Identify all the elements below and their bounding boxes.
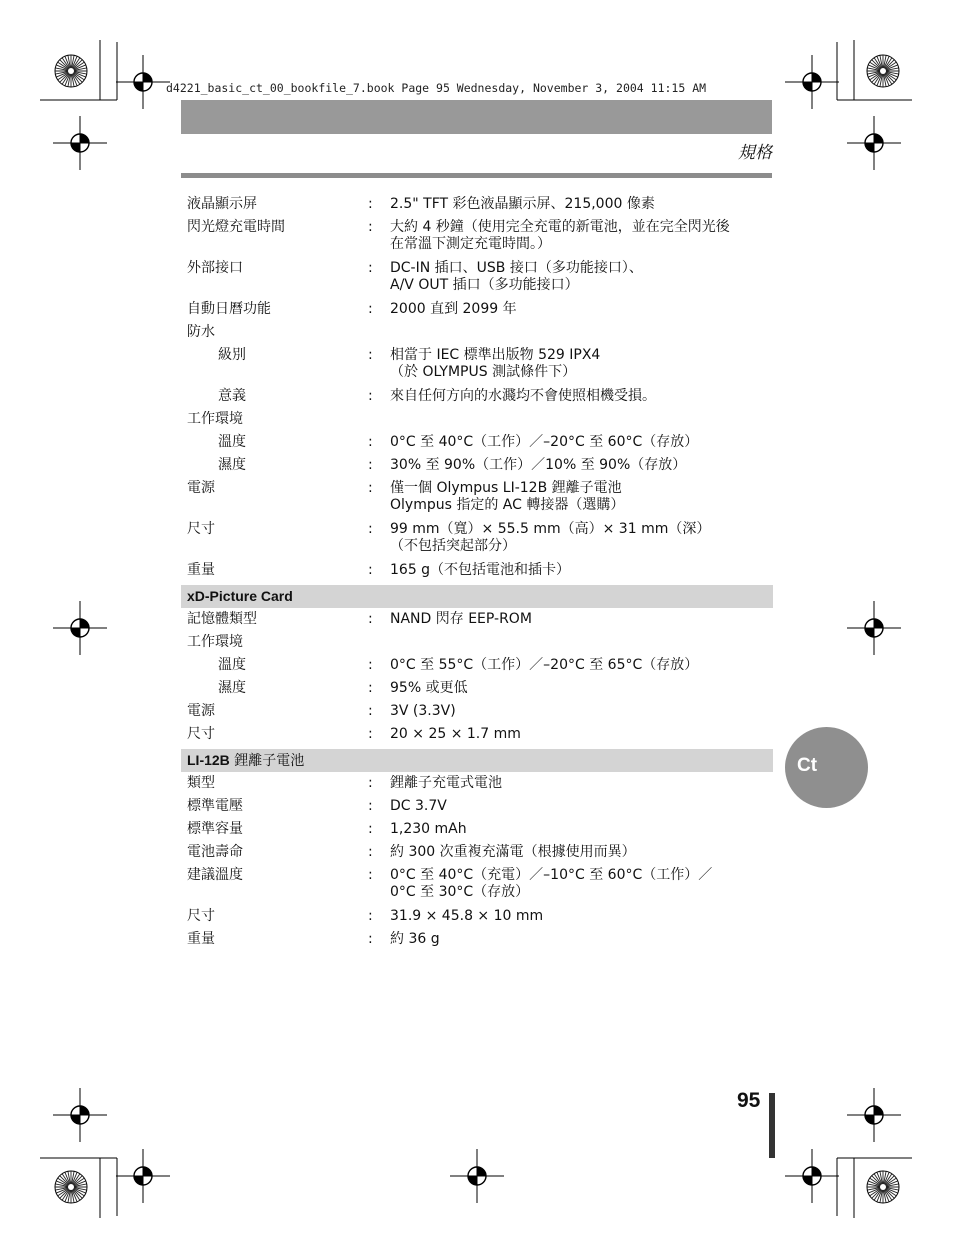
- page-number-bar: [769, 1093, 775, 1158]
- spec-value: [390, 657, 773, 674]
- file-info-header: d4221_basic_ct_00_bookfile_7.book Page 95 Wednesday, November 3, 2004 11:15 AM: [166, 81, 707, 95]
- spec-value-line: 僅一個 Olympus LI-12B 鋰離子電池: [390, 480, 622, 496]
- spec-label: 防水: [187, 324, 215, 340]
- spec-value-line: 20 × 25 × 1.7 mm: [390, 726, 521, 742]
- spec-row: [181, 219, 773, 253]
- spec-row: [181, 931, 773, 948]
- spec-label: 類型: [187, 775, 215, 791]
- spec-row: [181, 521, 773, 555]
- spec-value-line: 約 300 次重複充滿電（根據使用而異）: [390, 844, 636, 860]
- spec-separator: :: [368, 775, 373, 791]
- spec-separator: :: [368, 480, 373, 496]
- spec-label: 電源: [187, 480, 215, 496]
- spec-value-line: （不包括突起部分）: [390, 538, 516, 554]
- page-number: 95: [737, 1089, 761, 1112]
- spec-value: [390, 867, 773, 901]
- spec-row: [181, 196, 773, 213]
- spec-row: [181, 634, 773, 651]
- spec-label: 自動日曆功能: [187, 301, 271, 317]
- battery-section-title: 鋰離子電池: [229, 753, 305, 769]
- spec-value: [390, 611, 773, 628]
- specifications-table: [181, 196, 773, 954]
- spec-row: [181, 562, 773, 579]
- spec-value-line: 0°C 至 40°C（充電）／–10°C 至 60°C（工作）／: [390, 867, 713, 883]
- spec-value: [390, 634, 773, 651]
- spec-value-line: 95% 或更低: [390, 680, 468, 696]
- spec-value-line: 大約 4 秒鐘（使用完全充電的新電池，並在完全閃光後: [390, 219, 730, 235]
- battery-section-header: [181, 749, 773, 772]
- spec-value-line: 1,230 mAh: [390, 821, 467, 837]
- spec-value-line: DC 3.7V: [390, 798, 447, 814]
- spec-row: [181, 703, 773, 720]
- spec-value: [390, 260, 773, 294]
- spec-separator: :: [368, 219, 373, 235]
- spec-separator: :: [368, 657, 373, 673]
- spec-label: 重量: [187, 562, 215, 578]
- spec-separator: :: [368, 562, 373, 578]
- language-tab-label: Ct: [797, 755, 818, 776]
- spec-label: 標準容量: [187, 821, 243, 837]
- spec-label: 級別: [218, 347, 246, 363]
- spec-value-line: 來自任何方向的水濺均不會使照相機受損。: [390, 388, 656, 404]
- spec-value: [390, 347, 773, 381]
- spec-label: 溫度: [218, 657, 246, 673]
- spec-value: [390, 411, 773, 428]
- spec-separator: :: [368, 521, 373, 537]
- spec-row: [181, 411, 773, 428]
- spec-value: [390, 324, 773, 341]
- spec-value-line: （於 OLYMPUS 測試條件下）: [390, 364, 577, 380]
- spec-label: 尺寸: [187, 521, 215, 537]
- camera-spec-rows: [181, 196, 773, 579]
- spec-value-line: 165 g（不包括電池和插卡）: [390, 562, 571, 578]
- spec-label: 溫度: [218, 434, 246, 450]
- spec-label: 意義: [218, 388, 246, 404]
- spec-value-line: 99 mm（寬）× 55.5 mm（高）× 31 mm（深）: [390, 521, 711, 537]
- header-rule: [181, 173, 772, 178]
- spec-row: [181, 657, 773, 674]
- xd-card-spec-rows: [181, 611, 773, 743]
- spec-value-line: 2000 直到 2099 年: [390, 301, 517, 317]
- spec-value: [390, 844, 773, 861]
- page-section-title: 規格: [738, 143, 772, 163]
- spec-row: [181, 457, 773, 474]
- spec-separator: :: [368, 457, 373, 473]
- spec-label: 電源: [187, 703, 215, 719]
- spec-value-line: A/V OUT 插口（多功能接口）: [390, 277, 579, 293]
- spec-label: 尺寸: [187, 908, 215, 924]
- spec-separator: :: [368, 611, 373, 627]
- spec-label: 重量: [187, 931, 215, 947]
- spec-separator: :: [368, 867, 373, 883]
- spec-value: [390, 798, 773, 815]
- spec-separator: :: [368, 844, 373, 860]
- spec-value-line: DC-IN 插口、USB 接口（多功能接口）、: [390, 260, 643, 276]
- spec-row: [181, 347, 773, 381]
- spec-value-line: 3V (3.3V): [390, 703, 456, 719]
- spec-separator: :: [368, 347, 373, 363]
- spec-separator: :: [368, 301, 373, 317]
- spec-label: 工作環境: [187, 411, 243, 427]
- spec-separator: [368, 634, 390, 651]
- spec-value: [390, 908, 773, 925]
- spec-value-line: 30% 至 90%（工作）／10% 至 90%（存放）: [390, 457, 687, 473]
- xd-card-section-title: xD-Picture Card: [187, 588, 293, 604]
- spec-value: [390, 457, 773, 474]
- spec-row: [181, 798, 773, 815]
- spec-row: [181, 726, 773, 743]
- xd-card-section-header: [181, 585, 773, 608]
- spec-value: [390, 301, 773, 318]
- spec-value: [390, 562, 773, 579]
- spec-separator: :: [368, 388, 373, 404]
- spec-value: [390, 480, 773, 514]
- spec-separator: :: [368, 680, 373, 696]
- spec-label: 電池壽命: [187, 844, 243, 860]
- spec-value: [390, 521, 773, 555]
- spec-separator: [368, 324, 390, 341]
- spec-value: [390, 703, 773, 720]
- spec-row: [181, 908, 773, 925]
- spec-label: 外部接口: [187, 260, 243, 276]
- spec-separator: [368, 411, 390, 428]
- spec-separator: :: [368, 260, 373, 276]
- spec-value-line: Olympus 指定的 AC 轉接器（選購）: [390, 497, 625, 513]
- header-bar: [181, 100, 772, 134]
- spec-row: [181, 301, 773, 318]
- spec-value-line: 2.5" TFT 彩色液晶顯示屏、215,000 像素: [390, 196, 655, 212]
- spec-value-line: 0°C 至 55°C（工作）／–20°C 至 65°C（存放）: [390, 657, 699, 673]
- spec-row: [181, 821, 773, 838]
- spec-value: [390, 196, 773, 213]
- spec-value-line: 0°C 至 40°C（工作）／–20°C 至 60°C（存放）: [390, 434, 699, 450]
- spec-separator: :: [368, 931, 373, 947]
- spec-value: [390, 388, 773, 405]
- spec-row: [181, 434, 773, 451]
- spec-row: [181, 844, 773, 861]
- spec-value: [390, 775, 773, 792]
- spec-separator: :: [368, 908, 373, 924]
- spec-row: [181, 680, 773, 697]
- spec-value: [390, 931, 773, 948]
- spec-label: 建議溫度: [187, 867, 243, 883]
- spec-separator: :: [368, 821, 373, 837]
- spec-separator: :: [368, 726, 373, 742]
- spec-value-line: 31.9 × 45.8 × 10 mm: [390, 908, 544, 924]
- spec-row: [181, 867, 773, 901]
- spec-separator: :: [368, 434, 373, 450]
- spec-value-line: 約 36 g: [390, 931, 440, 947]
- battery-section-model: LI-12B: [187, 752, 230, 768]
- spec-value-line: 相當于 IEC 標準出版物 529 IPX4: [390, 347, 601, 363]
- spec-row: [181, 611, 773, 628]
- spec-value-line: NAND 閃存 EEP-ROM: [390, 611, 532, 627]
- spec-label: 液晶顯示屏: [187, 196, 257, 212]
- spec-label: 濕度: [218, 457, 246, 473]
- language-tab-badge: [785, 727, 868, 808]
- spec-label: 工作環境: [187, 634, 243, 650]
- spec-separator: :: [368, 196, 373, 212]
- spec-value-line: 在常溫下測定充電時間。）: [390, 236, 551, 252]
- spec-value: [390, 680, 773, 697]
- spec-separator: :: [368, 798, 373, 814]
- spec-value: [390, 821, 773, 838]
- spec-label: 閃光燈充電時間: [187, 219, 285, 235]
- spec-row: [181, 388, 773, 405]
- spec-separator: :: [368, 703, 373, 719]
- spec-value-line: 鋰離子充電式電池: [390, 775, 502, 791]
- spec-row: [181, 775, 773, 792]
- spec-value: [390, 434, 773, 451]
- battery-spec-rows: [181, 775, 773, 948]
- spec-value: [390, 219, 773, 253]
- spec-row: [181, 480, 773, 514]
- spec-row: [181, 260, 773, 294]
- spec-row: [181, 324, 773, 341]
- spec-label: 標準電壓: [187, 798, 243, 814]
- spec-label: 尺寸: [187, 726, 215, 742]
- spec-label: 記憶體類型: [187, 611, 257, 627]
- spec-value: [390, 726, 773, 743]
- spec-value-line: 0°C 至 30°C（存放）: [390, 884, 530, 900]
- spec-label: 濕度: [218, 680, 246, 696]
